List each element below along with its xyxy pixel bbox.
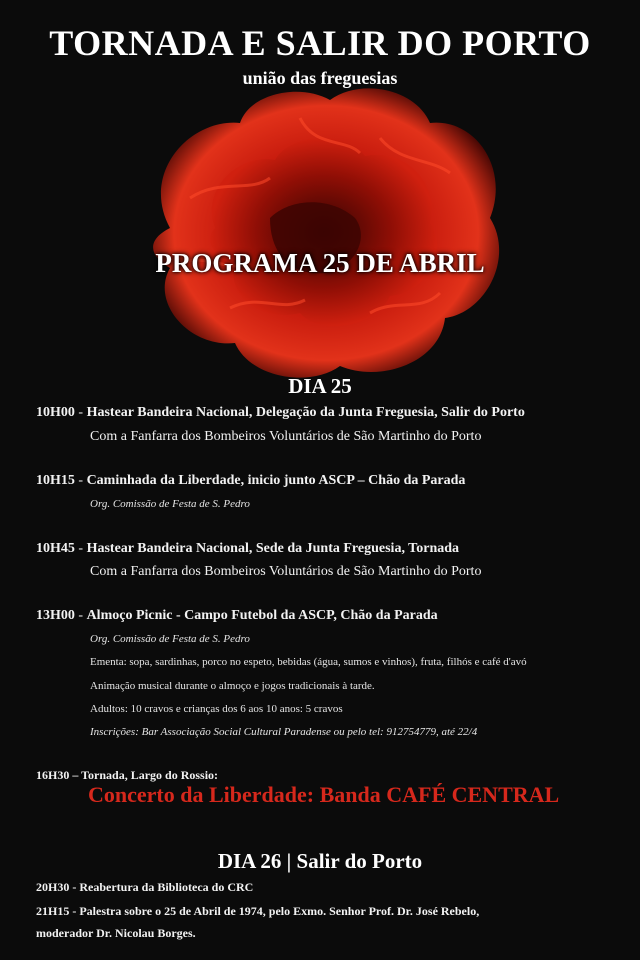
event-time: 13H00 — [36, 608, 75, 623]
event-detail: Adultos: 10 cravos e crianças dos 6 aos 10 anos: 5 cravos — [90, 703, 343, 715]
event-time: 20H30 — [36, 880, 70, 894]
event-title: Reabertura da Biblioteca do CRC — [79, 880, 254, 894]
event-1630: 16H30 – Tornada, Largo do Rossio: — [36, 768, 219, 782]
poster-title: TORNADA E SALIR DO PORTO — [49, 23, 591, 63]
program-heading: PROGRAMA 25 DE ABRIL — [155, 248, 485, 278]
event-2115: 21H15 - Palestra sobre o 25 de Abril de 1974, pelo Exmo. Senhor Prof. Dr. José Rebelo, — [36, 904, 480, 918]
event-1015: 10H15 - Caminhada da Liberdade, inicio junto ASCP – Chão da Parada — [36, 473, 466, 488]
poster-subtitle: união das freguesias — [242, 68, 398, 88]
concert-highlight: Concerto da Liberdade: Banda CAFÉ CENTRAL — [88, 782, 560, 807]
event-title: Hastear Bandeira Nacional, Delegação da Junta Freguesia, Salir do Porto — [86, 405, 525, 420]
event-detail: Com a Fanfarra dos Bombeiros Voluntários de São Martinho do Porto — [90, 564, 482, 579]
event-time: 10H45 — [36, 541, 75, 556]
event-continuation: moderador Dr. Nicolau Borges. — [36, 926, 196, 940]
event-detail: Inscrições: Bar Associação Social Cultural Paradense ou pelo tel: 912754779, até 22/4 — [90, 726, 478, 738]
event-detail: Animação musical durante o almoço e jogos tradicionais à tarde. — [90, 680, 375, 692]
event-title: Tornada, Largo do Rossio: — [81, 768, 219, 782]
event-time: 10H00 — [36, 405, 75, 420]
event-time: 16H30 — [36, 768, 70, 782]
event-time: 21H15 — [36, 904, 70, 918]
event-detail: Com a Fanfarra dos Bombeiros Voluntários de São Martinho do Porto — [90, 429, 482, 444]
event-1045: 10H45 - Hastear Bandeira Nacional, Sede da Junta Freguesia, Tornada — [36, 541, 460, 556]
event-detail: Org. Comissão de Festa de S. Pedro — [90, 633, 250, 645]
event-2030: 20H30 - Reabertura da Biblioteca do CRC — [36, 880, 254, 894]
day-25-heading: DIA 25 — [288, 374, 352, 398]
event-1300: 13H00 - Almoço Picnic - Campo Futebol da ASCP, Chão da Parada — [36, 608, 438, 623]
event-detail: Org. Comissão de Festa de S. Pedro — [90, 498, 250, 510]
event-time: 10H15 — [36, 473, 75, 488]
event-title: Almoço Picnic - Campo Futebol da ASCP, Chão da Parada — [86, 608, 438, 623]
day-26-heading: DIA 26 | Salir do Porto — [217, 849, 423, 873]
event-1000: 10H00 - Hastear Bandeira Nacional, Delegação da Junta Freguesia, Salir do Porto — [36, 405, 525, 420]
event-title: Hastear Bandeira Nacional, Sede da Junta Freguesia, Tornada — [86, 541, 460, 556]
event-title: Palestra sobre o 25 de Abril de 1974, pelo Exmo. Senhor Prof. Dr. José Rebelo, — [79, 904, 480, 918]
carnation-icon — [130, 78, 515, 388]
carnation-petals — [153, 88, 499, 377]
event-title: Caminhada da Liberdade, inicio junto ASCP – Chão da Parada — [86, 473, 466, 488]
event-detail: Ementa: sopa, sardinhas, porco no espeto, bebidas (água, sumos e vinhos), fruta, filhós e café d'avó — [90, 656, 527, 668]
